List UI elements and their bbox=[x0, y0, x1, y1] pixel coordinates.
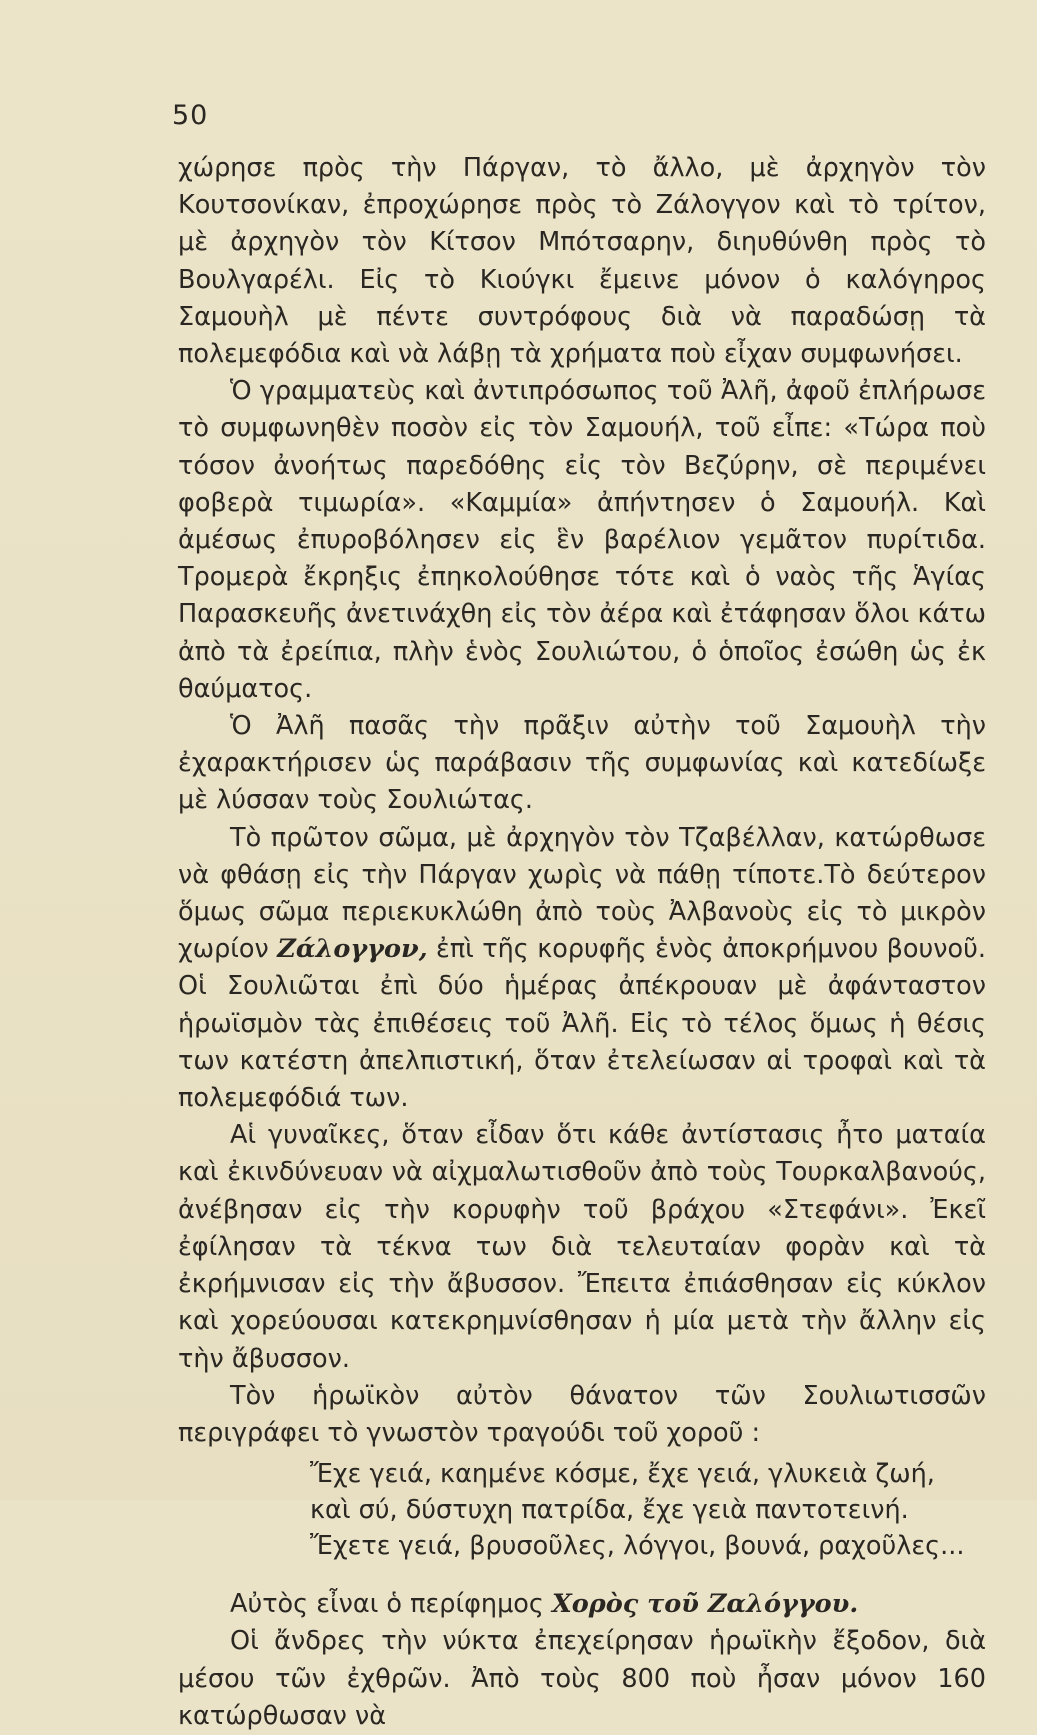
dance-title-emphasis: Χορὸς τοῦ Ζαλόγγου. bbox=[551, 1589, 859, 1620]
verse-line: Ἔχε γειά, καημένε κόσμε, ἔχε γειά, γλυκειὰ ζωή, bbox=[310, 1459, 935, 1490]
page-body bbox=[178, 150, 986, 1735]
paragraph-4-text-a: Τὸ πρῶτον σῶμα, μὲ ἀρχηγὸν τὸν Τζαβέλλαν, κατώρθωσε νὰ φθάσῃ εἰς τὴν Πάργαν χωρὶς νὰ πάθῃ τίποτε.Τὸ δεύτερον ὅμως σῶμα περιεκυκλώθη ἀπὸ τοὺς Ἀλβανοὺς εἰς τὸ μικρὸν χωρίον bbox=[178, 822, 986, 965]
verse-line: καὶ σύ, δύστυχη πατρίδα, ἔχε γειὰ παντοτεινή. bbox=[310, 1495, 909, 1526]
verse-line: Ἔχετε γειά, βρυσοῦλες, λόγγοι, βουνά, ραχοῦλες... bbox=[310, 1531, 965, 1562]
paragraph-1: χώρησε πρὸς τὴν Πάργαν, τὸ ἄλλο, μὲ ἀρχηγὸν τὸν Κουτσονίκαν, ἐπροχώρησε πρὸς τὸ Ζάλογγον καὶ τὸ τρίτον, μὲ ἀρχηγὸν τὸν Κίτσον Μπότσαρην, διηυθύνθη πρὸς τὸ Βουλγαρέλι. Εἰς τὸ Κιούγκι ἔμεινε μόνον ὁ καλόγηρος Σαμουὴλ μὲ πέντε συντρόφους διὰ νὰ παραδώσῃ τὰ πολεμεφόδια καὶ νὰ λάβῃ τὰ χρήματα ποὺ εἶχαν συμφωνήσει. bbox=[178, 153, 986, 370]
paragraph-4-text-b: ἐπὶ τῆς κορυφῆς ἑνὸς ἀποκρήμνου βουνοῦ. Οἱ Σουλιῶται ἐπὶ δύο ἡμέρας ἀπέκρουαν μὲ ἀφάνταστον ἡρωϊσμὸν τὰς ἐπιθέσεις τοῦ Ἀλῆ. Εἰς τὸ τέλος ὅμως ἡ θέσις των κατέστη ἀπελπιστική, ὅταν ἐτελείωσαν αἱ τροφαὶ καὶ τὰ πολεμεφόδιά των. bbox=[178, 934, 986, 1114]
paragraph-6: Τὸν ἡρωϊκὸν αὐτὸν θάνατον τῶν Σουλιωτισσῶν περιγράφει τὸ γνωστὸν τραγούδι τοῦ χοροῦ : bbox=[178, 1380, 986, 1448]
paragraph-3: Ὁ Ἀλῆ πασᾶς τὴν πρᾶξιν αὐτὴν τοῦ Σαμουὴλ τὴν ἐχαρακτήρισεν ὡς παράβασιν τῆς συμφωνίας καὶ κατεδίωξε μὲ λύσσαν τοὺς Σουλιώτας. bbox=[178, 711, 986, 816]
zalongo-emphasis: Ζάλογγον, bbox=[277, 934, 428, 965]
paragraph-2: Ὁ γραμματεὺς καὶ ἀντιπρόσωπος τοῦ Ἀλῆ, ἀφοῦ ἐπλήρωσε τὸ συμφωνηθὲν ποσὸν εἰς τὸν Σαμουήλ, τοῦ εἶπε: «Τώρα ποὺ τόσον ἀνοήτως παρεδόθης εἰς τὸν Βεζύρην, σὲ περιμένει φοβερὰ τιμωρία». «Καμμία» ἀπήντησεν ὁ Σαμουήλ. Καὶ ἀμέσως ἐπυροβόλησεν εἰς ἓν βαρέλιον γεμᾶτον πυρίτιδα. Τρομερὰ ἔκρηξις ἐπηκολούθησε τότε καὶ ὁ ναὸς τῆς Ἁγίας Παρασκευῆς ἀνετινάχθη εἰς τὸν ἀέρα καὶ ἐτάφησαν ὅλοι κάτω ἀπὸ τὰ ἐρείπια, πλὴν ἑνὸς Σουλιώτου, ὁ ὁποῖος ἐσώθη ὡς ἐκ θαύματος. bbox=[178, 376, 986, 704]
paragraph-5: Αἱ γυναῖκες, ὅταν εἶδαν ὅτι κάθε ἀντίστασις ἦτο ματαία καὶ ἐκινδύνευαν νὰ αἰχμαλωτισθοῦν ἀπὸ τοὺς Τουρκαλβανούς, ἀνέβησαν εἰς τὴν κορυφὴν τοῦ βράχου «Στεφάνι». Ἐκεῖ ἐφίλησαν τὰ τέκνα των διὰ τελευταίαν φορὰν καὶ τὰ ἐκρήμνισαν εἰς τὴν ἄβυσσον. Ἔπειτα ἐπιάσθησαν εἰς κύκλον καὶ χορεύουσαι κατεκρημνίσθησαν ἡ μία μετὰ τὴν ἄλλην εἰς τὴν ἄβυσσον. bbox=[178, 1120, 986, 1374]
song-verses bbox=[178, 1456, 986, 1564]
paragraph-4 bbox=[178, 820, 986, 1118]
paragraph-8: Οἱ ἄνδρες τὴν νύκτα ἐπεχείρησαν ἡρωϊκὴν ἔξοδον, διὰ μέσου τῶν ἐχθρῶν. Ἀπὸ τοὺς 800 ποὺ ἦσαν μόνον 160 κατώρθωσαν νὰ bbox=[178, 1626, 986, 1731]
paragraph-7-text: Αὐτὸς εἶναι ὁ περίφημος bbox=[230, 1589, 552, 1620]
page-number: 50 bbox=[172, 100, 209, 131]
paragraph-7 bbox=[178, 1586, 986, 1623]
